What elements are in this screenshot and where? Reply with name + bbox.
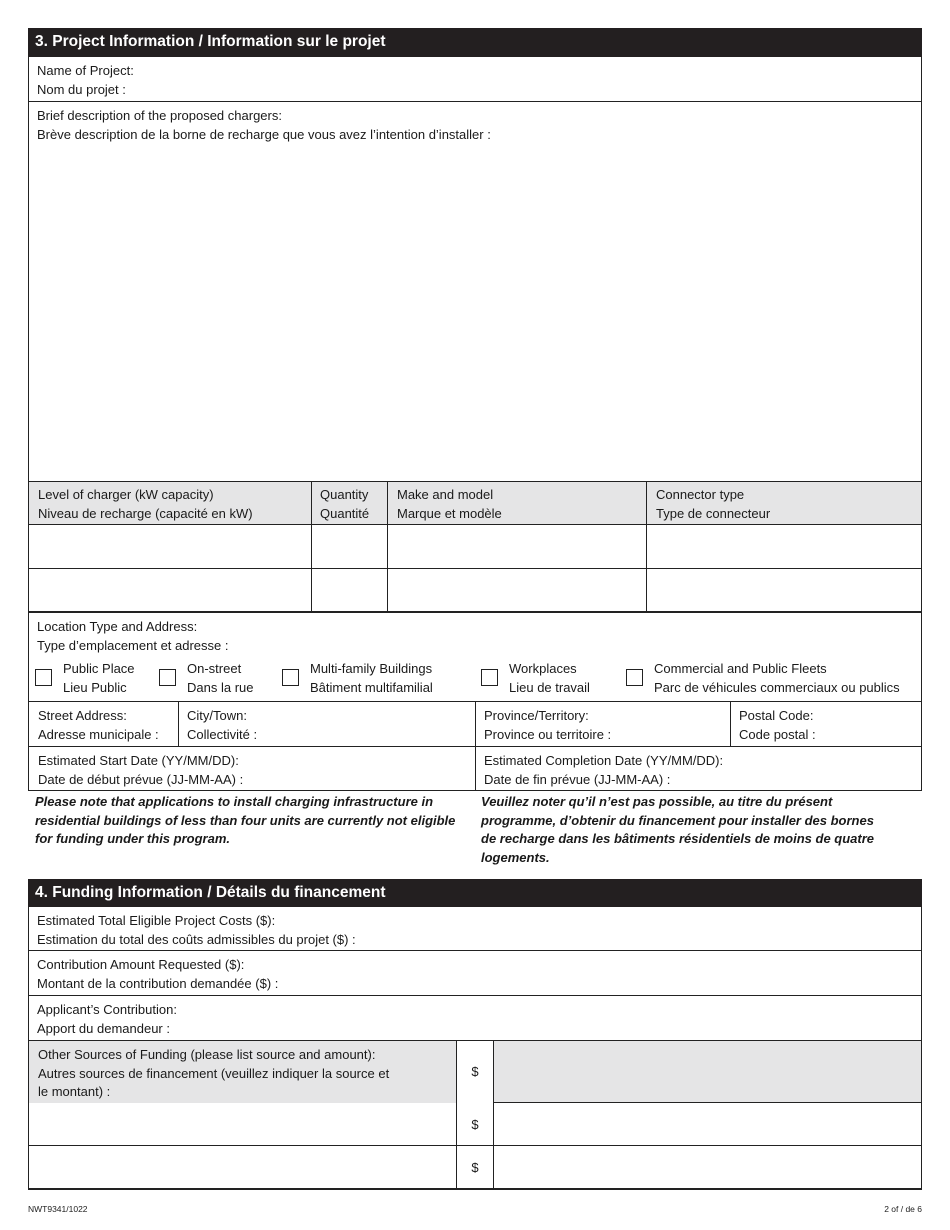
total-costs-label-en: Estimated Total Eligible Project Costs ($): xyxy=(37,913,276,928)
start-date-label-fr: Date de début prévue (JJ-MM-AA) : xyxy=(38,771,244,787)
province-label-fr: Province ou territoire : xyxy=(484,726,612,742)
other-sources-fr-1: Autres sources de financement (veuillez indiquer la source et xyxy=(38,1065,390,1081)
start-date-field[interactable] xyxy=(29,747,476,790)
note-fr-line: Veuillez noter qu’il n’est pas possible, au titre du présent xyxy=(481,794,833,809)
workplaces-option xyxy=(509,660,590,697)
other-source-amount-2[interactable] xyxy=(494,1103,921,1146)
col-level-en: Level of charger (kW capacity) xyxy=(38,487,214,502)
start-date-label-en: Estimated Start Date (YY/MM/DD): xyxy=(38,753,239,768)
applicant-label-en: Applicant’s Contribution: xyxy=(37,1002,177,1017)
total-costs-label-fr: Estimation du total des coûts admissibles du projet ($) : xyxy=(37,931,356,947)
note-fr-line: logements. xyxy=(481,849,550,865)
location-type-label xyxy=(28,613,922,653)
note-en-line: residential buildings of less than four units are currently not eligible xyxy=(35,812,456,828)
col-make-fr: Marque et modèle xyxy=(397,505,502,521)
col-make-en: Make and model xyxy=(397,487,494,502)
contribution-requested-field[interactable] xyxy=(28,951,922,996)
multi-family-fr: Bâtiment multifamilial xyxy=(310,679,433,695)
project-name-field[interactable] xyxy=(28,57,922,102)
note-fr-line: de recharge dans les bâtiments résidentiels de moins de quatre xyxy=(481,831,875,846)
province-field[interactable] xyxy=(476,702,731,746)
contribution-label-en: Contribution Amount Requested ($): xyxy=(37,957,245,972)
charger-row-2[interactable] xyxy=(29,569,921,613)
eligibility-note-en xyxy=(35,793,475,849)
workplaces-en: Workplaces xyxy=(509,661,577,676)
other-sources-en: Other Sources of Funding (please list source and amount): xyxy=(38,1047,376,1062)
street-label-fr: Adresse municipale : xyxy=(38,726,159,742)
other-source-name-col[interactable] xyxy=(29,1103,457,1189)
charger-row-1[interactable] xyxy=(29,525,921,569)
note-fr-line: programme, d’obtenir du financement pour installer des bornes xyxy=(481,812,874,828)
description-field[interactable] xyxy=(28,102,922,481)
section-4-header: 4. Funding Information / Détails du financement xyxy=(28,879,922,907)
project-name-label-en: Name of Project: xyxy=(37,63,134,78)
currency-symbol: $ xyxy=(457,1103,494,1146)
workplaces-fr: Lieu de travail xyxy=(509,679,590,695)
location-label-fr: Type d’emplacement et adresse : xyxy=(37,637,229,653)
public-place-en: Public Place xyxy=(63,661,135,676)
city-label-fr: Collectivité : xyxy=(187,726,258,742)
public-place-fr: Lieu Public xyxy=(63,679,127,695)
postal-label-fr: Code postal : xyxy=(739,726,816,742)
city-label-en: City/Town: xyxy=(187,708,247,723)
on-street-checkbox[interactable] xyxy=(159,669,176,686)
currency-symbol: $ xyxy=(457,1041,494,1103)
location-label-en: Location Type and Address: xyxy=(37,619,198,634)
on-street-option xyxy=(187,660,253,697)
postal-label-en: Postal Code: xyxy=(739,708,814,723)
project-name-label-fr: Nom du projet : xyxy=(37,81,126,97)
total-costs-field[interactable] xyxy=(28,907,922,951)
street-label-en: Street Address: xyxy=(38,708,127,723)
currency-symbol: $ xyxy=(457,1146,494,1189)
col-quantity-fr: Quantité xyxy=(320,505,370,521)
eligibility-note-fr xyxy=(481,793,916,867)
completion-date-label-en: Estimated Completion Date (YY/MM/DD): xyxy=(484,753,724,768)
on-street-en: On-street xyxy=(187,661,242,676)
street-address-field[interactable] xyxy=(29,702,179,746)
col-connector-fr: Type de connecteur xyxy=(656,505,771,521)
public-place-option xyxy=(63,660,135,697)
completion-date-label-fr: Date de fin prévue (JJ-MM-AA) : xyxy=(484,771,671,787)
fleets-fr: Parc de véhicules commerciaux ou publics xyxy=(654,679,900,695)
description-label-fr: Brève description de la borne de recharge que vous avez l’intention d’installer : xyxy=(37,126,491,142)
applicant-contribution-field[interactable] xyxy=(28,996,922,1041)
contribution-label-fr: Montant de la contribution demandée ($) : xyxy=(37,975,279,991)
col-connector-en: Connector type xyxy=(656,487,745,502)
workplaces-checkbox[interactable] xyxy=(481,669,498,686)
other-source-amount-3[interactable] xyxy=(494,1146,921,1189)
col-connector xyxy=(647,481,921,525)
city-field[interactable] xyxy=(179,702,476,746)
col-level-fr: Niveau de recharge (capacité en kW) xyxy=(38,505,253,521)
multi-family-en: Multi-family Buildings xyxy=(310,661,433,676)
province-label-en: Province/Territory: xyxy=(484,708,589,723)
section-3-header: 3. Project Information / Information sur le projet xyxy=(28,28,922,57)
note-en-line: Please note that applications to install charging infrastructure in xyxy=(35,794,434,809)
fleets-checkbox[interactable] xyxy=(626,669,643,686)
completion-date-field[interactable] xyxy=(476,747,921,790)
description-label-en: Brief description of the proposed chargers: xyxy=(37,108,282,123)
note-en-line: for funding under this program. xyxy=(35,831,230,846)
multi-family-checkbox[interactable] xyxy=(282,669,299,686)
multi-family-option xyxy=(310,660,433,697)
other-sources-label xyxy=(29,1041,457,1103)
other-source-amount-1[interactable] xyxy=(494,1041,921,1103)
form-number: NWT9341/1022 xyxy=(28,1204,88,1214)
other-sources-fr-2: le montant) : xyxy=(38,1084,111,1099)
col-quantity-en: Quantity xyxy=(320,487,369,502)
fleets-en: Commercial and Public Fleets xyxy=(654,661,827,676)
public-place-checkbox[interactable] xyxy=(35,669,52,686)
applicant-label-fr: Apport du demandeur : xyxy=(37,1020,170,1036)
postal-code-field[interactable] xyxy=(731,702,921,746)
fleets-option xyxy=(654,660,900,697)
on-street-fr: Dans la rue xyxy=(187,679,254,695)
page-number: 2 of / de 6 xyxy=(884,1204,922,1214)
